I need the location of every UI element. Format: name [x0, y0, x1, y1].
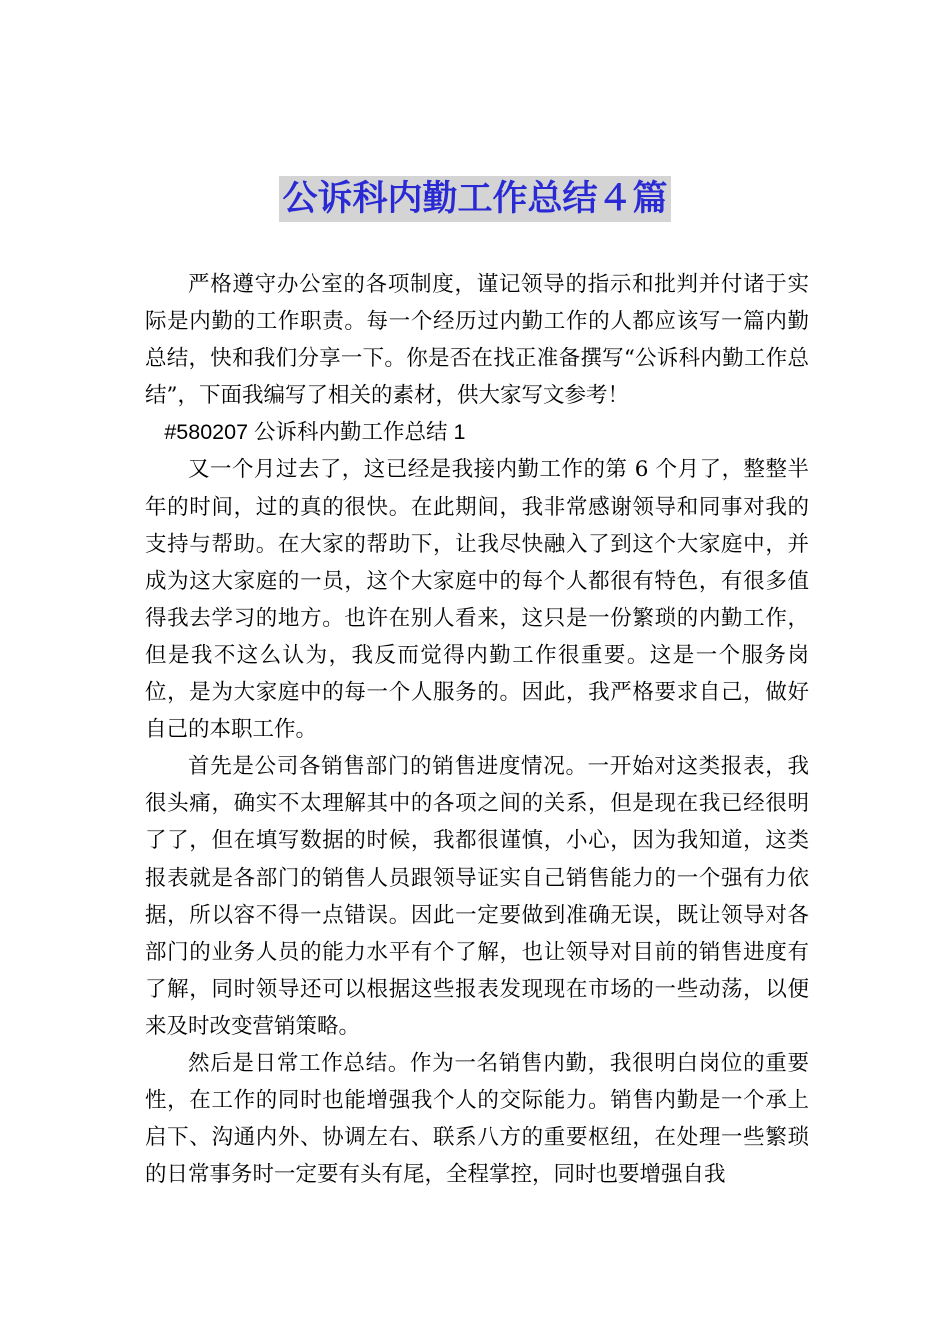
- document-body: [145, 266, 809, 1193]
- intro-paragraph: 严格遵守办公室的各项制度，谨记领导的指示和批判并付诸于实际是内勤的工作职责。每一个经历过内勤工作的人都应该写一篇内勤总结，快和我们分享一下。你是否在找正准备撰写“公诉科内勤工作总结”，下面我编写了相关的素材，供大家写文参考！: [145, 272, 809, 409]
- body-paragraph: 首先是公司各销售部门的销售进度情况。一开始对这类报表，我很头痛，确实不太理解其中的各项之间的关系，但是现在我已经很明了了，但在填写数据的时候，我都很谨慎，小心，因为我知道，这类报表就是各部门的销售人员跟领导证实自己销售能力的一个强有力依据，所以容不得一点错误。因此一定要做到准确无误，既让领导对各部门的业务人员的能力水平有个了解，也让领导对目前的销售进度有了解，同时领导还可以根据这些报表发现现在市场的一些动荡，以便来及时改变营销策略。: [145, 754, 809, 1039]
- title-container: [0, 176, 950, 222]
- body-paragraph: 然后是日常工作总结。作为一名销售内勤，我很明白岗位的重要性，在工作的同时也能增强我个人的交际能力。销售内勤是一个承上启下、沟通内外、协调左右、联系八方的重要枢纽，在处理一些繁琐的日常事务时一定要有头有尾，全程掌控，同时也要增强自我: [145, 1050, 809, 1188]
- document-title: 公诉科内勤工作总结４篇: [279, 176, 670, 222]
- section-heading: #580207 公诉科内勤工作总结 1: [164, 420, 466, 445]
- body-paragraph: 又一个月过去了，这已经是我接内勤工作的第 6 个月了，整整半年的时间，过的真的很快。在此期间，我非常感谢领导和同事对我的支持与帮助。在大家的帮助下，让我尽快融入了到这个大家庭中，并成为这大家庭的一员，这个大家庭中的每个人都很有特色，有很多值得我去学习的地方。也许在别人看来，这只是一份繁琐的内勤工作，但是我不这么认为，我反而觉得内勤工作很重要。这是一个服务岗位，是为大家庭中的每一个人服务的。因此，我严格要求自己，做好自己的本职工作。: [145, 457, 809, 743]
